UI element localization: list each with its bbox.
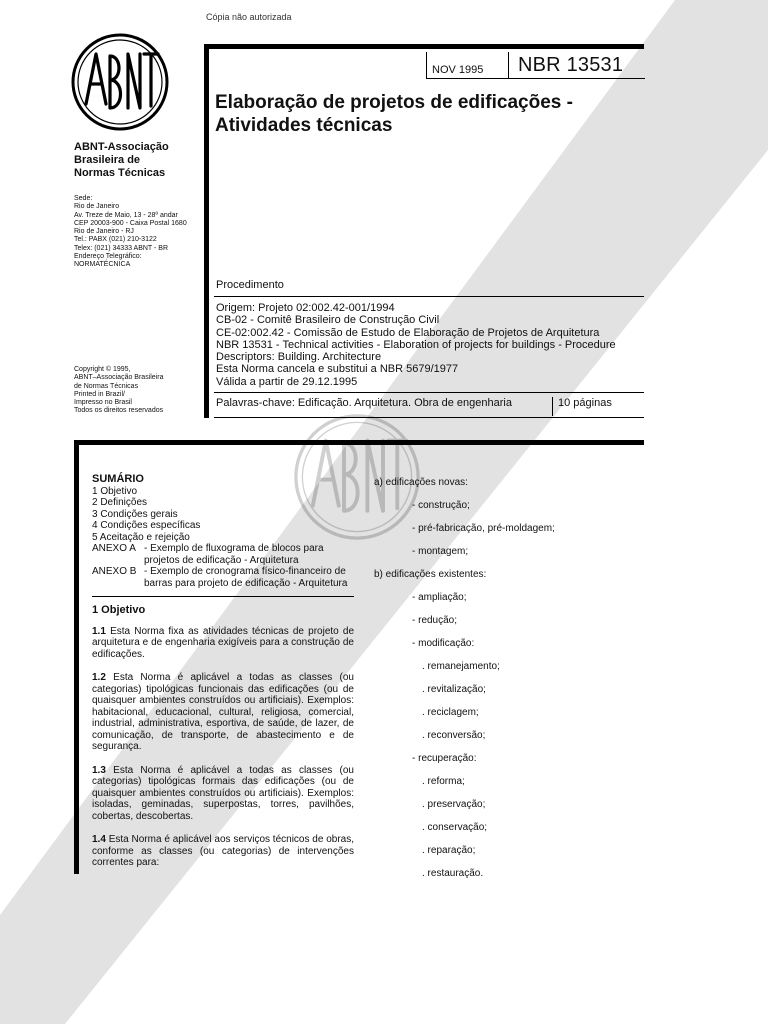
list-item: . revitalização; xyxy=(422,684,486,695)
list-item: - ampliação; xyxy=(412,592,467,603)
document-title: Elaboração de projetos de edificações - Atividades técnicas xyxy=(215,92,573,136)
keywords: Palavras-chave: Edificação. Arquitetura. Obra de engenharia xyxy=(216,397,512,409)
left-column xyxy=(92,474,354,869)
list-item: - pré-fabricação, pré-moldagem; xyxy=(412,523,555,534)
list-item: . reconversão; xyxy=(422,730,486,741)
paragraph: 1.1 Esta Norma fixa as atividades técnicas de projeto de arquitetura e de engenharia exigíveis para a construção de edificações. xyxy=(92,625,355,660)
summary-item: 5 Aceitação e rejeição xyxy=(92,531,190,543)
list-item: - modificação: xyxy=(412,638,475,649)
summary-heading: SUMÁRIO xyxy=(92,473,144,485)
copyright-info: Copyright © 1995, ABNT–Associação Brasileira de Normas Técnicas Printed in Brazil/ Impresso no Brasil Todos os direitos reservados xyxy=(74,366,164,415)
header-top-bar xyxy=(204,44,644,49)
abnt-logo xyxy=(70,32,170,132)
publication-date: NOV 1995 xyxy=(432,64,484,76)
list-item: . remanejamento; xyxy=(422,661,500,672)
list-item: . restauração. xyxy=(422,868,484,879)
document-type: Procedimento xyxy=(216,279,284,291)
header-left-bar xyxy=(204,44,209,418)
section-title: 1 Objetivo xyxy=(92,604,146,616)
list-item: . conservação; xyxy=(422,822,488,833)
headquarters-info: Sede: Rio de Janeiro Av. Treze de Maio, 13 - 28º andar CEP 20003-900 - Caixa Postal 1680 Rio de Janeiro - RJ Tel.: PABX (021) 210-3122 Telex: (021) 34333 ABNT - BR Endereço Telegráfico: NORMATÉCNICA xyxy=(74,195,187,269)
divider xyxy=(92,596,354,597)
paragraph: 1.2 Esta Norma é aplicável a todas as classes (ou categorias) tipológicas funcionais das edificações (ou de quaisquer ambientes construídos ou artificiais). Exemplos: habitacional, educacional, cultural, religiosa, comercial, industrial, administrativa, esportiva, de saúde, de lazer, de comunicação, de transporte, de abastecimento e de segurança. xyxy=(92,672,354,752)
paragraph: 1.3 Esta Norma é aplicável a todas as classes (ou categorias) tipológicas formais das edificações (ou de quaisquer ambientes construídos ou artificiais). Exemplos: isoladas, geminadas, superpostas, torres, pavilhões, cobertas, descobertas. xyxy=(92,764,354,822)
list-item: . reparação; xyxy=(422,845,476,856)
list-item: . preservação; xyxy=(422,799,486,810)
body-left-bar xyxy=(74,440,79,874)
divider xyxy=(214,417,644,418)
list-item: - recuperação: xyxy=(412,753,477,764)
list-item: - construção; xyxy=(412,500,470,511)
list-item: . reciclagem; xyxy=(422,707,479,718)
summary-item: 4 Condições específicas xyxy=(92,520,201,531)
list-item: b) edificações existentes: xyxy=(374,569,487,580)
copy-notice: Cópia não autorizada xyxy=(206,12,292,22)
divider xyxy=(214,392,644,393)
summary-item: 1 Objetivo xyxy=(92,485,138,497)
annex-entry: ANEXO A - Exemplo de fluxograma de blocos para projetos de edificação - Arquitetura xyxy=(92,543,324,566)
list-item: - montagem; xyxy=(412,546,469,557)
list-item: . reforma; xyxy=(422,776,465,787)
annex-entry: ANEXO B - Exemplo de cronograma físico-financeiro de barras para projeto de edificação - Arquitetura xyxy=(92,566,348,589)
summary-item: 2 Definições xyxy=(92,497,148,508)
summary-item: 3 Condições gerais xyxy=(92,508,178,520)
pages-separator xyxy=(552,397,553,416)
list-item: - redução; xyxy=(412,615,458,626)
divider xyxy=(214,296,644,297)
origin-block: Origem: Projeto 02:002.42-001/1994 CB-02 - Comitê Brasileiro de Construção Civil CE-02:002.42 - Comissão de Estudo de Elaboração de Projetos de Arquitetura NBR 13531 - Technical activities - Elaboration of projects for buildings - Procedure Descriptors: Building. Architecture Esta Norma cancela e substitui a NBR 5679/1977 Válida a partir de 29.12.1995 xyxy=(216,302,616,388)
page-count: 10 páginas xyxy=(558,397,612,409)
list-item: a) edificações novas: xyxy=(374,477,468,488)
standard-number: NBR 13531 xyxy=(518,54,624,76)
paragraph: 1.4 Esta Norma é aplicável aos serviços técnicos de obras, conforme as classes (ou categorias) de intervenções correntes para: xyxy=(92,834,354,868)
organization-name: ABNT-Associação Brasileira de Normas Técnicas xyxy=(74,141,169,179)
